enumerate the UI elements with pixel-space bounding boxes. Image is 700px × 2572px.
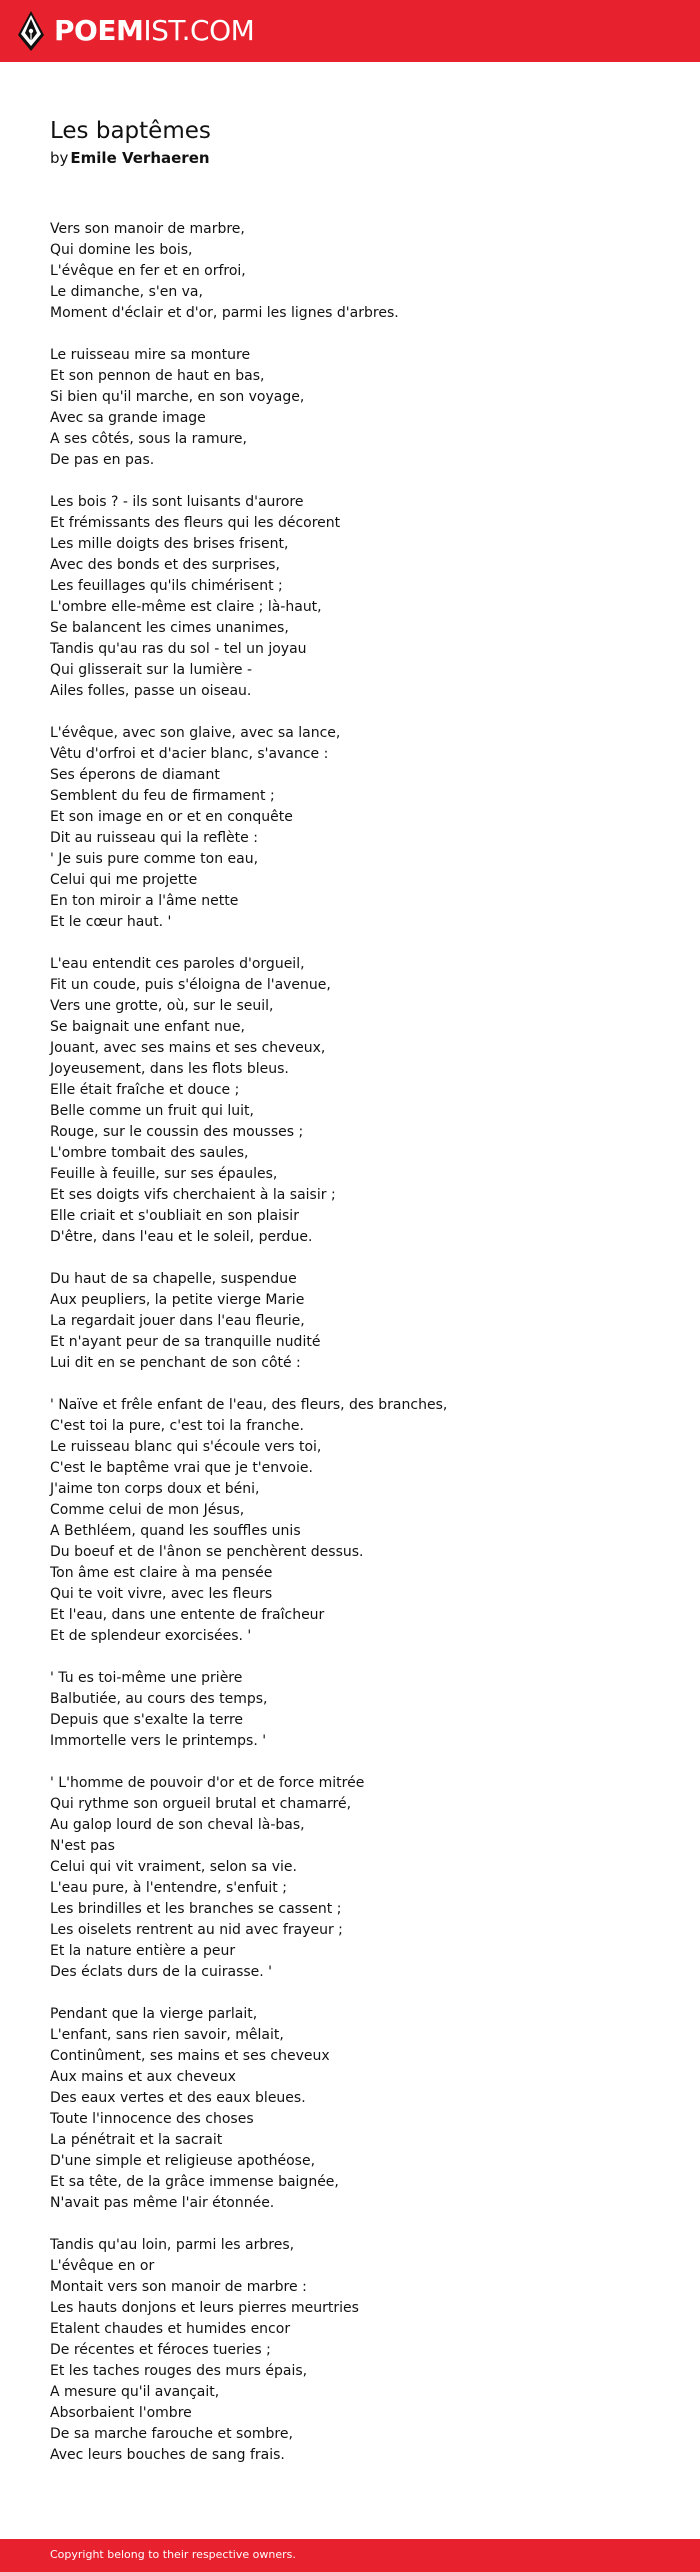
poem-line: A mesure qu'il avançait, [50,2384,220,2400]
poem-line: Et son pennon de haut en bas, [50,368,265,384]
stanza [50,1269,670,1374]
stanza [50,1668,670,1752]
poem-line: Les brindilles et les branches se cassent ; [50,1901,342,1917]
logo-light-text: IST.COM [143,14,255,47]
poem-line: L'évêque en or [50,2258,155,2274]
poem-line: Si bien qu'il marche, en son voyage, [50,389,305,405]
stanza [50,1773,670,1983]
poem-line: Le dimanche, s'en va, [50,284,203,300]
poem-line: Aux mains et aux cheveux [50,2069,236,2085]
stanza [50,2235,670,2466]
poem-line: Qui rythme son orgueil brutal et chamarré, [50,1796,352,1812]
poem-line: Les hauts donjons et leurs pierres meurtries [50,2300,359,2316]
poem-line: L'évêque, avec son glaive, avec sa lance, [50,725,341,741]
poem-line: Comme celui de mon Jésus, [50,1502,245,1518]
poem-line: Joyeusement, dans les flots bleus. [50,1061,289,1077]
poem-line: L'eau pure, à l'entendre, s'enfuit ; [50,1880,287,1896]
poem-line: Montait vers son manoir de marbre : [50,2279,307,2295]
byline-label: by [50,149,69,167]
stanza [50,2004,670,2214]
poem-line: Avec des bonds et des surprises, [50,557,280,573]
poem-line: L'enfant, sans rien savoir, mêlait, [50,2027,284,2043]
poem-line: D'une simple et religieuse apothéose, [50,2153,316,2169]
poem-line: Des eaux vertes et des eaux bleues. [50,2090,306,2106]
poem-line: De récentes et féroces tueries ; [50,2342,271,2358]
poem-line: N'est pas [50,1838,115,1854]
poem-line: Elle criait et s'oubliait en son plaisir [50,1208,299,1224]
poem-line: Les feuillages qu'ils chimérisent ; [50,578,283,594]
poem-line: Et n'ayant peur de sa tranquille nudité [50,1334,321,1350]
poem-line: Celui qui vit vraiment, selon sa vie. [50,1859,297,1875]
poem-line: ' Naïve et frêle enfant de l'eau, des fleurs, des branches, [50,1397,448,1413]
copyright-notice: Copyright belong to their respective owners. [50,2548,296,2561]
poem-line: Et la nature entière a peur [50,1943,236,1959]
poem-line: Balbutiée, au cours des temps, [50,1691,268,1707]
stanza [50,492,670,702]
stanza [50,345,670,471]
poem-line: Du boeuf et de l'ânon se penchèrent dessus. [50,1544,364,1560]
poem-line: Semblent du feu de firmament ; [50,788,275,804]
stanza [50,1395,670,1647]
poem-line: Jouant, avec ses mains et ses cheveux, [50,1040,326,1056]
poem-line: Du haut de sa chapelle, suspendue [50,1271,297,1287]
poem-line: Et frémissants des fleurs qui les décorent [50,515,341,531]
poem-line: Et l'eau, dans une entente de fraîcheur [50,1607,325,1623]
poem-line: Et de splendeur exorcisées. ' [50,1628,252,1644]
poem-line: Et les taches rouges des murs épais, [50,2363,308,2379]
poem-line: Vêtu d'orfroi et d'acier blanc, s'avance : [50,746,329,762]
poem-body [50,219,670,2487]
poem-line: J'aime ton corps doux et béni, [50,1481,260,1497]
poem-line: D'être, dans l'eau et le soleil, perdue. [50,1229,313,1245]
poem-line: Ses éperons de diamant [50,767,220,783]
poem-line: Et le cœur haut. ' [50,914,172,930]
poem-title: Les baptêmes [50,118,211,144]
poem-line: Se balancent les cimes unanimes, [50,620,289,636]
poem-line: Les oiselets rentrent au nid avec frayeur ; [50,1922,343,1938]
poem-line: ' Tu es toi-même une prière [50,1670,243,1686]
poem-line: Dit au ruisseau qui la reflète : [50,830,258,846]
poem-line: Continûment, ses mains et ses cheveux [50,2048,330,2064]
poem-line: Au galop lourd de son cheval là-bas, [50,1817,305,1833]
poem-line: Fit un coude, puis s'éloigna de l'avenue, [50,977,331,993]
poem-line: A ses côtés, sous la ramure, [50,431,247,447]
poem-line: De pas en pas. [50,452,155,468]
poem-line: Toute l'innocence des choses [50,2111,254,2127]
poem-line: Le ruisseau mire sa monture [50,347,251,363]
poem-line: Vers une grotte, où, sur le seuil, [50,998,274,1014]
poem-line: Et sa tête, de la grâce immense baignée, [50,2174,339,2190]
poem-line: La pénétrait et la sacrait [50,2132,223,2148]
poem-line: C'est toi la pure, c'est toi la franche. [50,1418,304,1434]
poem-line: Celui qui me projette [50,872,198,888]
poem-line: Elle était fraîche et douce ; [50,1082,240,1098]
poem-line: Depuis que s'exalte la terre [50,1712,244,1728]
poem-line: Feuille à feuille, sur ses épaules, [50,1166,278,1182]
stanza [50,723,670,933]
poem-line: Lui dit en se penchant de son côté : [50,1355,301,1371]
poem-line: Absorbaient l'ombre [50,2405,192,2421]
poem-line: Etalent chaudes et humides encor [50,2321,291,2337]
poem-line: En ton miroir a l'âme nette [50,893,239,909]
poem-line: Tandis qu'au loin, parmi les arbres, [50,2237,295,2253]
poem-line: Ton âme est claire à ma pensée [50,1565,273,1581]
poem-line: A Bethléem, quand les souffles unis [50,1523,301,1539]
poem-line: ' L'homme de pouvoir d'or et de force mitrée [50,1775,365,1791]
poem-line: Aux peupliers, la petite vierge Marie [50,1292,305,1308]
poem-line: ' Je suis pure comme ton eau, [50,851,259,867]
poem-line: Pendant que la vierge parlait, [50,2006,258,2022]
poem-line: Des éclats durs de la cuirasse. ' [50,1964,273,1980]
poem-line: Rouge, sur le coussin des mousses ; [50,1124,304,1140]
poem-line: L'ombre tombait des saules, [50,1145,249,1161]
poem-line: Les bois ? - ils sont luisants d'aurore [50,494,304,510]
poem-line: La regardait jouer dans l'eau fleurie, [50,1313,305,1329]
poem-line: Avec leurs bouches de sang frais. [50,2447,285,2463]
stanza [50,954,670,1248]
site-header [0,0,700,62]
logo-bold-text: POEM [54,14,144,47]
poem-line: C'est le baptême vrai que je t'envoie. [50,1460,313,1476]
poem-line: Qui te voit vivre, avec les fleurs [50,1586,273,1602]
poem-byline [50,148,210,168]
site-logo[interactable] [18,11,254,51]
poem-line: Et ses doigts vifs cherchaient à la saisir ; [50,1187,336,1203]
poem-line: N'avait pas même l'air étonnée. [50,2195,275,2211]
poem-line: Qui glisserait sur la lumière - [50,662,253,678]
poem-line: Belle comme un fruit qui luit, [50,1103,254,1119]
poem-line: L'eau entendit ces paroles d'orgueil, [50,956,305,972]
poem-line: Et son image en or et en conquête [50,809,293,825]
poem-line: Ailes folles, passe un oiseau. [50,683,252,699]
poem-line: Vers son manoir de marbre, [50,221,245,237]
poem-line: L'ombre elle-même est claire ; là-haut, [50,599,322,615]
author-link[interactable]: Emile Verhaeren [70,149,210,167]
poem-line: Immortelle vers le printemps. ' [50,1733,267,1749]
pen-nib-icon [18,11,44,51]
poem-line: Avec sa grande image [50,410,206,426]
site-footer [0,2539,700,2572]
poem-line: Les mille doigts des brises frisent, [50,536,289,552]
poem-line: Tandis qu'au ras du sol - tel un joyau [50,641,307,657]
poem-line: Moment d'éclair et d'or, parmi les lignes d'arbres. [50,305,399,321]
poem-line: L'évêque en fer et en orfroi, [50,263,246,279]
poem-line: Le ruisseau blanc qui s'écoule vers toi, [50,1439,322,1455]
poem-line: Qui domine les bois, [50,242,193,258]
logo-wordmark [54,11,254,51]
poem-line: De sa marche farouche et sombre, [50,2426,293,2442]
poem-line: Se baignait une enfant nue, [50,1019,245,1035]
stanza [50,219,670,324]
